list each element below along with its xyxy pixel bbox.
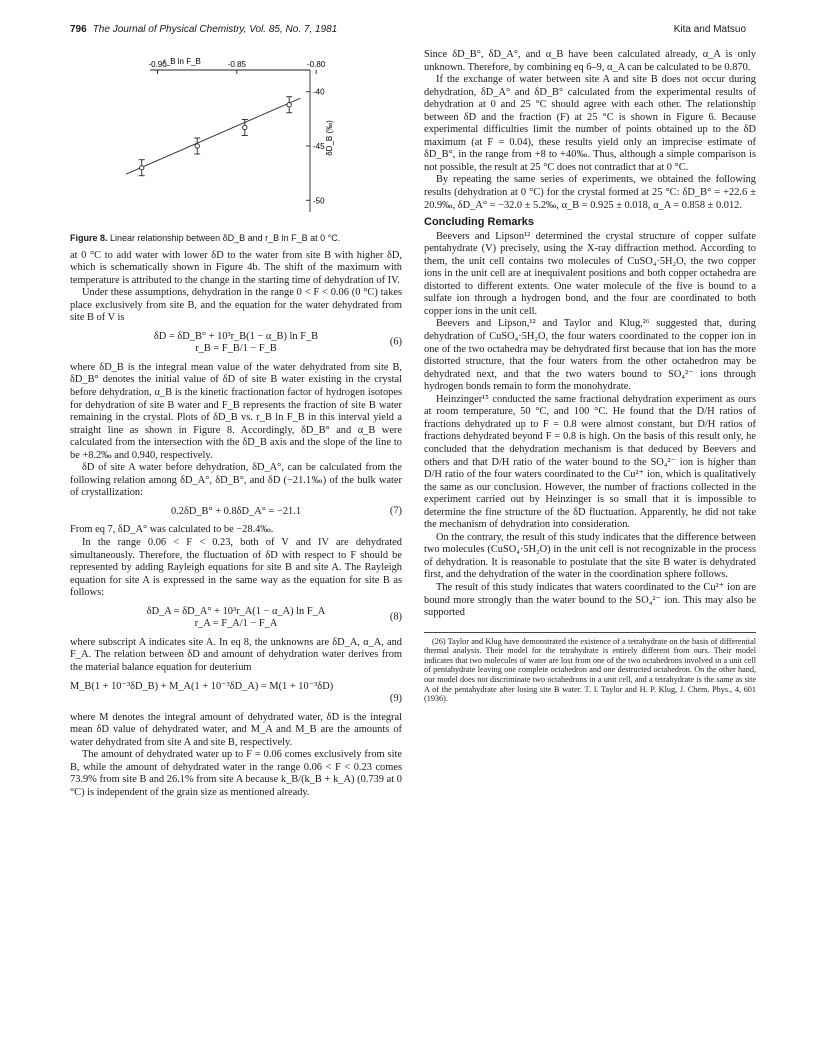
chart-points <box>139 97 292 176</box>
equation-6 <box>70 331 402 356</box>
chart-right-axis-label: δD_B (‰) <box>325 120 334 156</box>
right-column <box>424 49 756 704</box>
right-p7: On the contrary, the result of this study indicates that the difference between two molecules (CuSO₄·5H₂O) in the unit cell is not recognizable in the process of dehydration. It is reasonable to postulate that the site B water is dehydrated first, and the dehydration of the water in the coordination sphere follows. <box>424 531 756 581</box>
figure-8-chart <box>70 52 402 224</box>
right-p6: Heinzinger¹⁵ conducted the same fractional dehydration experiment as ours at room temperature, 50 °C, and 100 °C. He found that the D/H ratios of fractions dehydrated up to F = 0.8 were almost constant, but D/H ratios of fractions dehydrated beyond F = 0.8 is high. On the basis of this result only, he concluded that the dehydration mechanism is that deduced by Beevers and others and that D/H ratio of the water bound to the SO₄²⁻ ion is higher than D/H ratio of the four waters coordinated to the Cu²⁺ ion, which is qualitatively the same as our conclusion. However, the number of fractions collected in the experiment carried out by Heinzinger is so small that it is impossible to determine the fine structure of the δD fluctuation. Apparently, he did not take the mechanism of dehydration into consideration. <box>424 393 756 531</box>
y-tick-label: -45 <box>313 142 325 151</box>
figure-8-caption <box>70 233 402 244</box>
x-tick-label: -0.80 <box>307 60 326 69</box>
equation-8 <box>70 606 402 631</box>
eq6-number: (6) <box>389 337 402 349</box>
y-tick-label: -40 <box>313 87 325 97</box>
eq8-line2: r_A = F_A/1 − F_A <box>194 618 278 630</box>
left-p9: The amount of dehydrated water up to F = 0.06 comes exclusively from site B, while the amount of dehydrated water in the range 0.06 < F < 0.23 comes 73.9% from site B and 26.1% from site A because k_B/(k_B + k_A) (0.739 at 0 °C) is independent of the grain size as mentioned already. <box>70 749 402 798</box>
left-p6: In the range 0.06 < F < 0.23, both of V and IV are dehydrated simultaneously. Therefore, the fluctuation of δD with respect to F should be represented by adding Rayleigh equations for site B and site A. The Rayleigh equation for site A is expressed in the same way as the equation for site B as follows: <box>70 537 402 599</box>
section-heading: Concluding Remarks <box>424 216 535 229</box>
eq8-number: (8) <box>389 612 402 624</box>
eq8-line1: δD_A = δD_A° + 10³r_A(1 − α_A) ln F_A <box>146 605 326 617</box>
left-p5: From eq 7, δD_A° was calculated to be −28.4‰. <box>70 524 274 536</box>
eq9-number: (9) <box>389 693 402 705</box>
data-point <box>139 160 145 176</box>
eq7-number: (7) <box>389 505 402 517</box>
equation-7 <box>70 506 402 519</box>
equation-9 <box>70 681 402 706</box>
y-tick-label: -50 <box>313 196 325 206</box>
right-p1: Since δD_B°, δD_A°, and α_B have been calculated already, α_A is only unknown. Therefore, by combining eq 6–9, α_A can be calculated to be 0.870. <box>424 49 756 73</box>
x-tick-label: -0.85 <box>227 60 246 69</box>
footnote-26: (26) Taylor and Klug have demonstrated the existence of a tetrahydrate on the basis of differential thermal analysis. Their model for the tetrahydrate is entirely different from ours. Their model indicates that two molecules of water are lost from one of the two octahedrons involved in a unit cell of pentahydrate leaving one complete octahedron and one destructed octahedron. On the other hand, our model does not discriminate two octahedrons in a unit cell, and a tetrahydrate is the same as site A of the pentahydrate after losing site B water. T. I. Taylor and H. P. Klug, J. Chem. Phys., 4, 601 (1936). <box>424 632 756 704</box>
chart-top-axis-label: r_B ln F_B <box>163 57 201 66</box>
eq6-line1: δD = δD_B° + 10³r_B(1 − α_B) ln F_B <box>153 330 319 342</box>
journal-name: The Journal of Physical Chemistry, Vol. 85, No. 7, 1981 <box>92 24 338 35</box>
eq9-line: M_B(1 + 10⁻³δD_B) + M_A(1 + 10⁻³δD_A) = M(1 + 10⁻³δD) <box>70 680 334 692</box>
left-p7: where subscript A indicates site A. In eq 8, the unknowns are δD_A, α_A, and F_A. The relation between δD and amount of dehydration water derives from the material balance equation for deuterium <box>70 636 402 673</box>
right-p5: Beevers and Lipson,¹² and Taylor and Klug,²⁶ suggested that, during dehydration of CuSO₄·5H₂O, the four waters coordinated to the copper ion in one of the two octahedra may be dehydrated first because that ion has the more distorted structure, that the four waters from the other octahedron may be dehydrated next, and that the two waters bound to SO₄²⁻ ions through hydrogen bonds remain to form the monohydrate. <box>424 318 756 393</box>
caption-text: Linear relationship between δD_B and r_B ln F_B at 0 °C. <box>110 232 341 243</box>
chart-fit-line <box>126 98 300 174</box>
data-point <box>286 97 292 113</box>
chart-right-ticks <box>306 88 325 206</box>
x-tick-label: -0.90 <box>148 60 167 69</box>
left-p4: δD of site A water before dehydration, δD_A°, can be calculated from the following relation among δD_A°, δD_B°, and δD (−21.1‰) of the bulk water of crystallization: <box>70 462 402 499</box>
left-p3: where δD_B is the integral mean value of the water dehydrated from site B, δD_B° denotes the initial value of δD of site B water existing in the crystal before dehydration, α_B is the kinetic fractionation factor of hydrogen isotopes for dehydration of site B water and F_B represents the fraction of site B water remaining in the crystal. Plots of δD_B vs. r_B ln F_B in this interval yield a straight line as shown in Figure 8. Accordingly, δD_B° and α_B were calculated from the intersection with the δD_B axis and the slope of the line to be +8.2‰ and 0.940, respectively. <box>70 361 402 461</box>
data-point <box>194 138 200 154</box>
eq6-line2: r_B = F_B/1 − F_B <box>195 343 277 355</box>
right-p3: By repeating the same series of experiments, we obtained the following results (dehydration at 0 °C) for the crystal formed at 25 °C: δD_B° = +22.6 ± 20.9‰, δD_A° = −32.0 ± 5.2‰, α_B = 0.925 ± 0.018, α_A = 0.858 ± 0.012. <box>424 174 756 211</box>
eq7-line: 0.2δD_B° + 0.8δD_A° = −21.1 <box>170 505 302 517</box>
left-p1: at 0 °C to add water with lower δD to the water from site B with higher δD, which is schematically shown in Figure 4b. The shift of the maximum with temperature is attributed to the change in the starting time of dehydration of IV. <box>70 249 402 286</box>
header-authors: Kita and Matsuo <box>673 24 746 35</box>
right-p4: Beevers and Lipson¹² determined the crystal structure of copper sulfate pentahydrate (V) precisely, using the X-ray diffraction method. According to them, the unit cell contains two molecules of CuSO₄·5H₂O, the two copper ions in the unit cell are at inequivalent positions and both copper octahedra are distorted to different extents. One water molecule of the five is bound to a sulfate ion through a hydrogen bond, and the four are coordinated to both copper ions in the unit cell. <box>424 230 756 317</box>
left-p8: where M denotes the integral amount of dehydrated water, δD is the integral mean δD value of dehydrated water, and M_A and M_B are the amounts of water dehydrated from site A and site B, respectively. <box>70 711 402 748</box>
page-number: 796 <box>70 24 87 35</box>
page-header <box>70 24 746 40</box>
caption-label: Figure 8. <box>70 232 108 243</box>
header-left <box>70 24 337 35</box>
left-column <box>70 52 402 799</box>
right-p2: If the exchange of water between site A and site B does not occur during dehydration, δD_A° and δD_B° calculated from the experimental results of dehydration at 0 and 25 °C should agree with each other. The relationship between δD and the fraction (F) at 25 °C is shown in Figure 6. Because experimental difficulties limit the number of points obtained up to the δD maximum (at F = 0.04), these results yield only an imprecise estimate of δD_B°, in the range from +8 to +40‰. Thus, although a simple comparison is not possible, the result at 25 °C does not contradict that at 0 °C. <box>424 74 756 173</box>
left-p2: Under these assumptions, dehydration in the range 0 < F < 0.06 (0 °C) takes place exclusively from site B, and the equation for the water dehydrated from site B of V is <box>70 287 402 324</box>
right-p8: The result of this study indicates that waters coordinated to the Cu²⁺ ion are bound more strongly than the water bound to the SO₄²⁻ ion. This may also be supported <box>424 581 756 619</box>
